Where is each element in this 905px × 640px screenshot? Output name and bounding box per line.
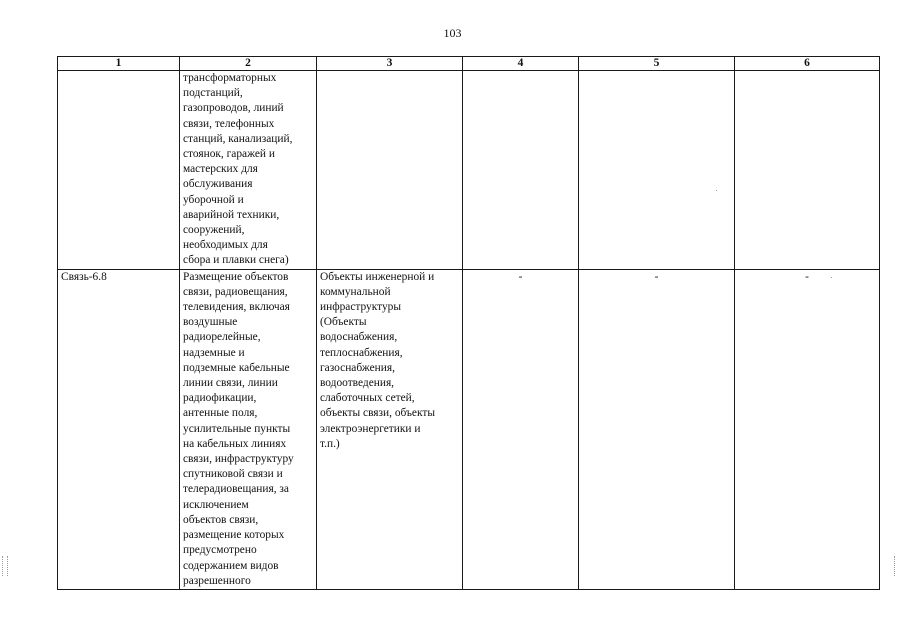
header-col-5: 5: [579, 57, 735, 71]
page-number: 103: [443, 26, 462, 40]
header-col-1: 1: [58, 57, 180, 71]
header-col-2: 2: [180, 57, 317, 71]
header-col-6: 6: [735, 57, 880, 71]
regulations-table: [57, 56, 880, 590]
header-col-3: 3: [317, 57, 463, 71]
table-row-svyaz: [58, 269, 880, 589]
cell-col5: [579, 71, 735, 270]
cell-description: Размещение объектов связи, радиовещания, телевидения, включая воздушные радиорелейные, надземные и подземные кабельные линии связи, линии радиофикации, антенные поля, усилительные пункты на кабельных линиях связи, инфраструктуру спутниковой связи и телерадиовещания, за исключением объектов связи, размещение которых предусмотрено содержанием видов разрешенного: [180, 269, 317, 589]
scan-margin-marks-left: [2, 556, 8, 576]
cell-description: трансформаторных подстанций, газопроводов, линий связи, телефонных станций, канализаций, стоянок, гаражей и мастерских для обслуживания уборочной и аварийной техники, сооружений, необходимых для сбора и плавки снега): [180, 71, 317, 270]
cell-col6: [735, 71, 880, 270]
scan-speck: [716, 190, 717, 191]
cell-code: Связь-6.8: [58, 269, 180, 589]
header-col-4: 4: [463, 57, 579, 71]
scan-speck: [831, 277, 832, 278]
cell-col4: [463, 71, 579, 270]
cell-objects: Объекты инженерной и коммунальной инфраструктуры (Объекты водоснабжения, теплоснабжения, газоснабжения, водоотведения, слаботочных сетей, объекты связи, объекты электроэнергетики и т.п.): [317, 269, 463, 589]
table-row-continuation: [58, 71, 880, 270]
header-row: [58, 57, 880, 71]
cell-col6: -: [735, 269, 880, 589]
cell-col5: -: [579, 269, 735, 589]
cell-objects: [317, 71, 463, 270]
cell-col4: -: [463, 269, 579, 589]
cell-code: [58, 71, 180, 270]
scan-margin-marks-right: [894, 556, 898, 576]
